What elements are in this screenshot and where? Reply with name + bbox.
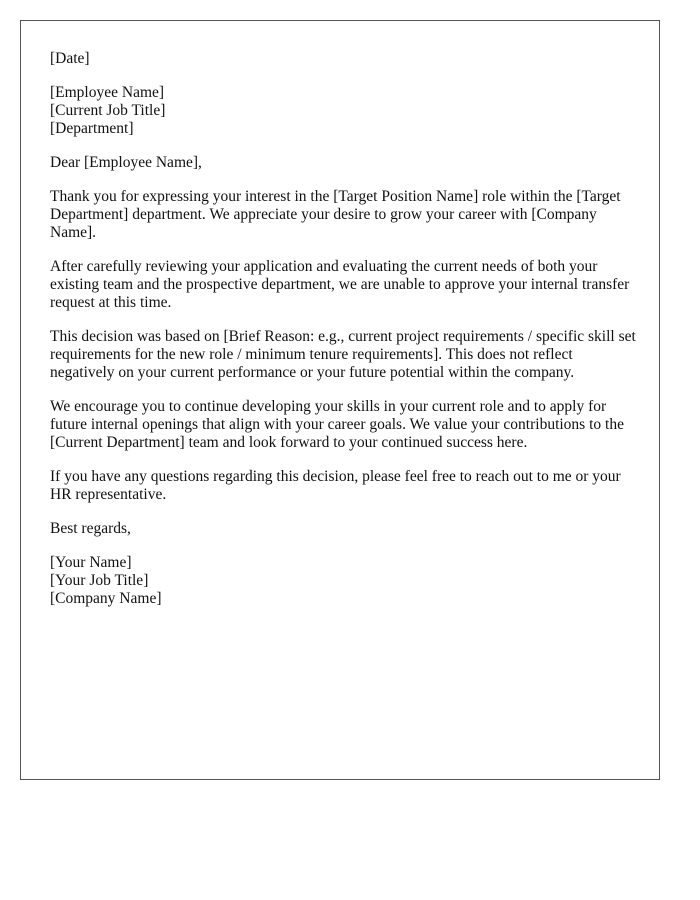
letter-body bbox=[50, 50, 640, 624]
paragraph-reason: This decision was based on [Brief Reason: e.g., current project requirements / specific skill set requirements for the new role / minimum tenure requirements]. This does not reflect negatively on your current performance or your future potential within the company. bbox=[50, 328, 636, 381]
paragraph-encouragement: We encourage you to continue developing your skills in your current role and to apply for future internal openings that align with your career goals. We value your contributions to the [Current Department] team and look forward to your continued success here. bbox=[50, 398, 624, 451]
signature-name: [Your Name] bbox=[50, 554, 132, 571]
paragraph-decision: After carefully reviewing your application and evaluating the current needs of both your existing team and the prospective department, we are unable to approve your internal transfer request at this time. bbox=[50, 258, 630, 311]
paragraph-interest: Thank you for expressing your interest in the [Target Position Name] role within the [Target Department] department. We appreciate your desire to grow your career with [Company Name]. bbox=[50, 188, 621, 241]
signature-title: [Your Job Title] bbox=[50, 572, 149, 589]
salutation: Dear [Employee Name], bbox=[50, 154, 202, 171]
recipient-title: [Current Job Title] bbox=[50, 102, 166, 119]
signature-company: [Company Name] bbox=[50, 590, 162, 607]
recipient-department: [Department] bbox=[50, 120, 134, 137]
closing: Best regards, bbox=[50, 520, 131, 537]
paragraph-questions: If you have any questions regarding this decision, please feel free to reach out to me or your HR representative. bbox=[50, 468, 621, 503]
recipient-block bbox=[50, 84, 640, 138]
letter-date: [Date] bbox=[50, 50, 90, 67]
signature-block bbox=[50, 554, 640, 608]
recipient-name: [Employee Name] bbox=[50, 84, 165, 101]
letter-page bbox=[20, 20, 660, 780]
